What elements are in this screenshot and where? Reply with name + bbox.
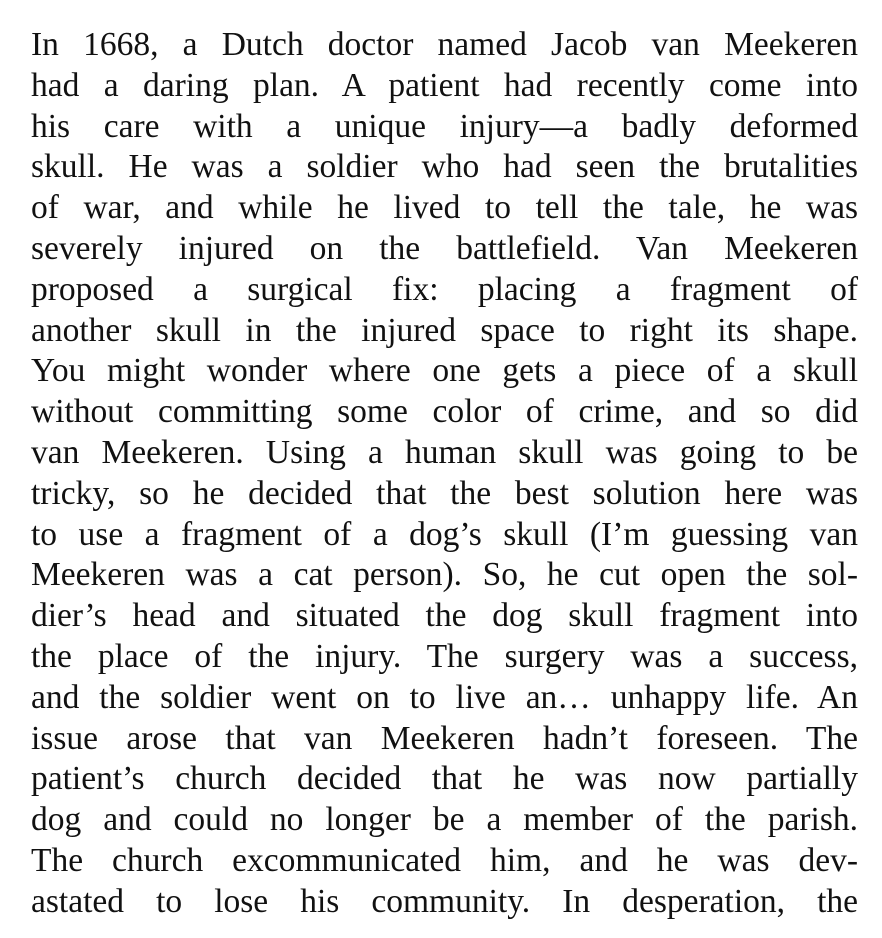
text-line-17: and the soldier went on to live an… unhappy life. An	[31, 678, 858, 716]
text-line-3: his care with a unique injury—a badly deformed	[31, 107, 858, 145]
text-line-7: proposed a surgical fix: placing a fragment of	[31, 270, 858, 308]
text-line-22: astated to lose his community. In desperation, the	[31, 882, 858, 920]
text-line-14: Meekeren was a cat person). So, he cut open the sol-	[31, 556, 858, 594]
text-line-19: patient’s church decided that he was now partially	[31, 760, 858, 798]
text-line-2: had a daring plan. A patient had recently come into	[31, 66, 858, 104]
text-line-21: The church excommunicated him, and he was dev-	[31, 841, 858, 879]
text-line-5: of war, and while he lived to tell the tale, he was	[31, 189, 858, 227]
text-line-11: van Meekeren. Using a human skull was going to be	[31, 433, 858, 471]
document-page	[31, 25, 858, 923]
text-line-20: dog and could no longer be a member of the parish.	[31, 801, 858, 839]
text-line-9: You might wonder where one gets a piece of a skull	[31, 352, 858, 390]
text-line-6: severely injured on the battlefield. Van Meekeren	[31, 229, 858, 267]
text-line-8: another skull in the injured space to right its shape.	[31, 311, 858, 349]
text-line-18: issue arose that van Meekeren hadn’t foreseen. The	[31, 719, 858, 757]
text-line-16: the place of the injury. The surgery was a success,	[31, 637, 858, 675]
text-line-1: In 1668, a Dutch doctor named Jacob van Meekeren	[31, 26, 858, 63]
text-line-13: to use a fragment of a dog’s skull (I’m guessing van	[31, 515, 858, 553]
text-line-10: without committing some color of crime, and so did	[31, 393, 858, 431]
text-line-15: dier’s head and situated the dog skull fragment into	[31, 597, 858, 635]
text-line-4: skull. He was a soldier who had seen the brutalities	[31, 148, 858, 186]
text-line-12: tricky, so he decided that the best solution here was	[31, 474, 858, 512]
